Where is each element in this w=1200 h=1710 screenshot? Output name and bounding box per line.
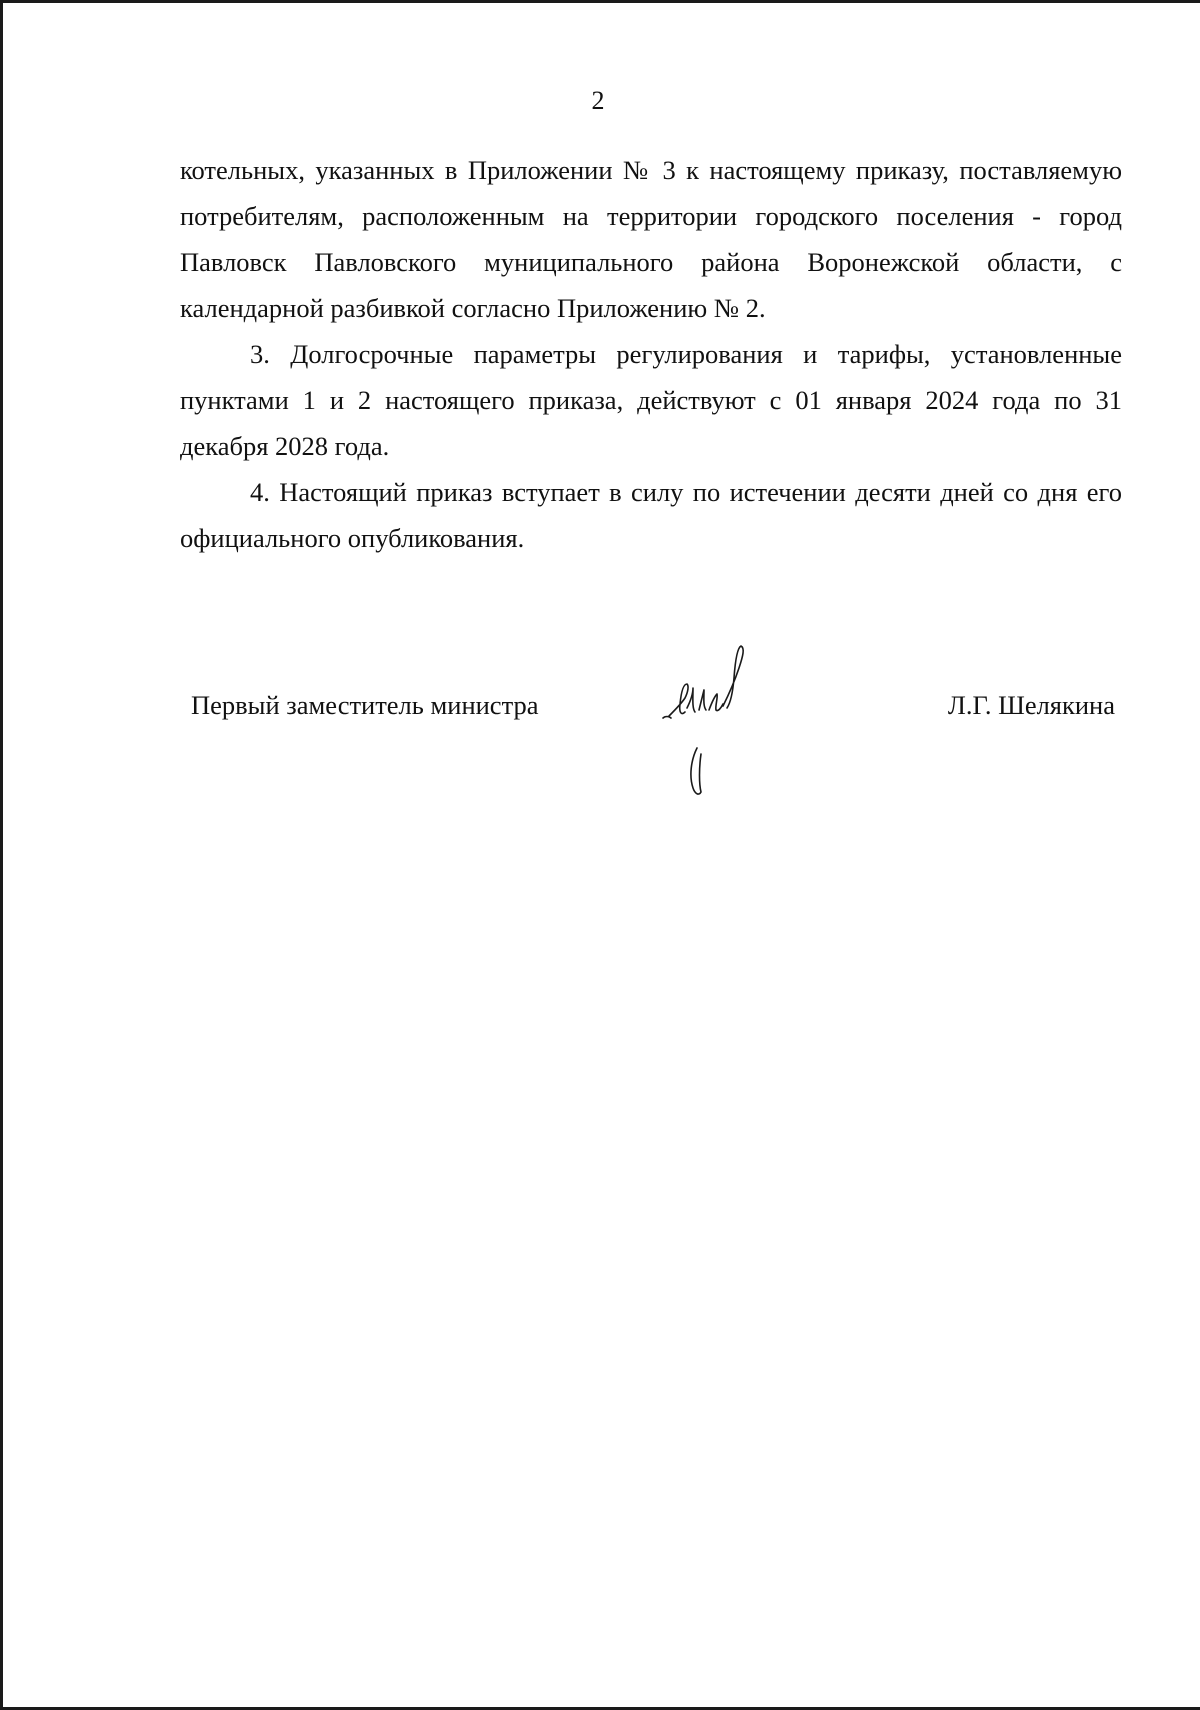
handwritten-signature bbox=[655, 628, 795, 808]
signature-block bbox=[191, 690, 1115, 730]
paragraph-3: 3. Долгосрочные параметры регулирования и тарифы, установленные пунктами 1 и 2 настоящего приказа, действуют с 01 января 2024 года по 31 декабря 2028 года. bbox=[180, 339, 1122, 461]
scan-edge-top bbox=[0, 0, 1200, 3]
signatory-position: Первый заместитель министра bbox=[191, 690, 539, 720]
scan-edge-left bbox=[0, 0, 3, 1710]
paragraph-4: 4. Настоящий приказ вступает в силу по истечении десяти дней со дня его официального опубликования. bbox=[180, 477, 1122, 553]
page-number: 2 bbox=[591, 86, 605, 115]
paragraph-continuation: котельных, указанных в Приложении № 3 к настоящему приказу, поставляемую потребителям, расположенным на территории городского поселения - город Павловск Павловского муниципального района Воронежской области, с календарной разбивкой согласно Приложению № 2. bbox=[180, 155, 1122, 323]
signatory-name: Л.Г. Шелякина bbox=[947, 690, 1115, 720]
document-body bbox=[180, 147, 1122, 561]
